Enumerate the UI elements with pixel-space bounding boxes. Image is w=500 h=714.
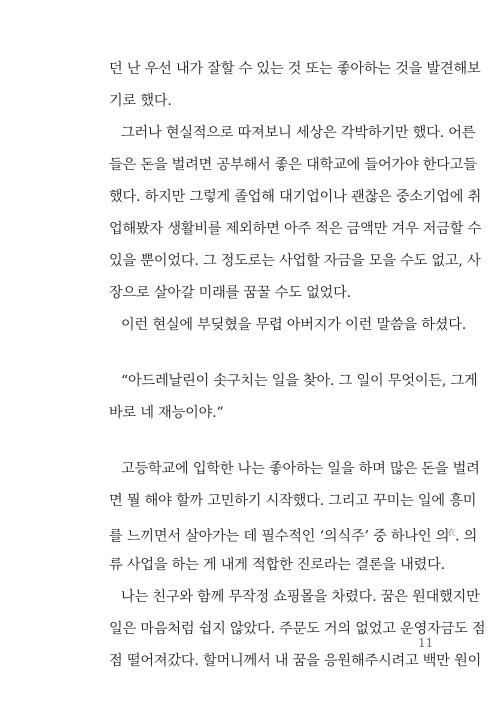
text-line: 이런 현실에 부딪혔을 무렵 아버지가 이런 말씀을 하셨다. — [121, 317, 467, 333]
text-segment: . 의 — [455, 528, 478, 545]
text-line: 나는 친구와 함께 무작정 쇼핑몰을 차렸다. 꿈은 원대했지만 — [121, 589, 480, 605]
text-line: 했다. 하지만 그렇게 졸업해 대기업이나 괜찮은 중소기업에 취 — [109, 189, 482, 205]
text-segment: 를 느끼면서 살아가는 데 필수적인 ‘의식주’ 중 하나인 의 — [109, 528, 450, 545]
text-line: 고등학교에 입학한 나는 좋아하는 일을 하며 많은 돈을 벌려 — [121, 461, 480, 477]
footnote-marker: 衣 — [447, 528, 456, 537]
text-line: 점 떨어져갔다. 할머니께서 내 꿈을 응원해주시려고 백만 원이 — [109, 653, 482, 669]
text-line: 그러나 현실적으로 따져보니 세상은 각박하기만 했다. 어른 — [121, 125, 476, 141]
text-line: 장으로 살아갈 미래를 꿈꿀 수도 없었다. — [109, 285, 351, 301]
text-line: 들은 돈을 벌려면 공부해서 좋은 대학교에 들어가야 한다고들 — [109, 157, 477, 173]
text-line: 면 뭘 해야 할까 고민하기 시작했다. 그리고 꾸미는 일에 흥미 — [109, 493, 477, 509]
text-line: 있을 뿐이었다. 그 정도로는 사업할 자금을 모을 수도 없고, 사 — [109, 253, 481, 269]
text-line: 류 사업을 하는 게 내게 적합한 진로라는 결론을 내렸다. — [109, 557, 445, 573]
text-line — [109, 523, 478, 547]
text-line: 기로 했다. — [109, 93, 172, 109]
text-line: 업해봤자 생활비를 제외하면 아주 적은 금액만 겨우 저금할 수 — [109, 221, 482, 237]
quote-line: “아드레날린이 솟구치는 일을 찾아. 그 일이 무엇이든, 그게 — [121, 373, 478, 389]
quote-line: 바로 네 재능이야.” — [109, 405, 224, 421]
text-line: 던 난 우선 내가 잘할 수 있는 것 또는 좋아하는 것을 발견해보 — [109, 61, 481, 77]
text-line: 일은 마음처럼 쉽지 않았다. 주문도 거의 없었고 운영자금도 점 — [109, 621, 486, 637]
page-number: 11 — [418, 636, 434, 650]
